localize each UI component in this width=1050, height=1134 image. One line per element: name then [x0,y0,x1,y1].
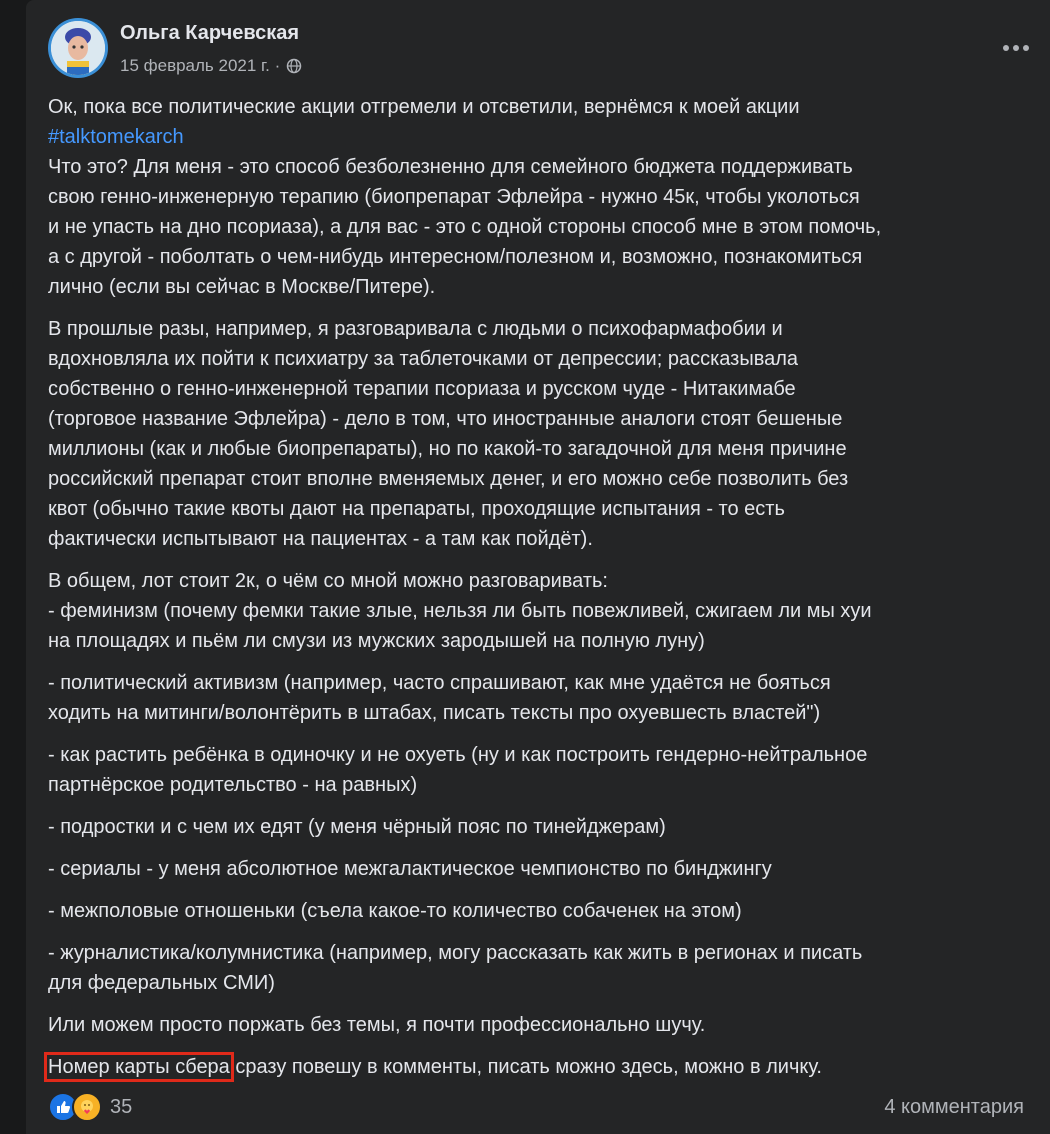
post-text-line: Или можем просто поржать без темы, я почти профессионально шучу. [48,1014,706,1036]
post-text-line: - сериалы - у меня абсолютное межгалактическое чемпионство по бинджингу [48,858,772,880]
post-text-line: В общем, лот стоит 2к, о чём со мной можно разговаривать: [48,570,608,592]
post-text-line: на площадях и пьём ли смузи из мужских зародышей на полную луну) [48,630,705,652]
post-paragraph [48,1052,1033,1082]
post-text-line: В прошлые разы, например, я разговаривала с людьми о психофармафобии и [48,318,783,340]
post-text-line: собственно о генно-инженерной терапии псориаза и русском чуде - Нитакимабе [48,378,796,400]
post-text-line: партнёрское родительство - на равных) [48,774,418,796]
globe-icon [286,58,302,74]
dot-icon [1023,45,1029,51]
care-icon [72,1092,102,1122]
author-avatar[interactable] [48,18,108,78]
post-paragraph [48,314,1033,554]
post-paragraph [48,1010,1033,1040]
post-text-line: вдохновляла их пойти к психиатру за таблеточками от депрессии; рассказывала [48,348,799,370]
post-text-line: и не упасть на дно псориаза), а для вас - это с одной стороны способ мне в этом помочь, [48,216,882,238]
post-text-line: - как растить ребёнка в одиночку и не охуеть (ну и как построить гендерно-нейтральное [48,744,868,766]
post-text-line: лично (если вы сейчас в Москве/Питере). [48,276,436,298]
post-text-line: - политический активизм (например, часто спрашивают, как мне удаётся не бояться [48,672,831,694]
dot-icon [1003,45,1009,51]
post-text-line: а с другой - поболтать о чем-нибудь интересном/полезном и, возможно, познакомиться [48,246,863,268]
post-text-line: Ок, пока все политические акции отгремели и отсветили, вернёмся к моей акции [48,96,800,118]
post-text-line: - межполовые отношеньки (съела какое-то количество собаченек на этом) [48,900,742,922]
post-paragraph [48,938,1033,998]
author-name[interactable]: Ольга Карчевская [120,22,300,44]
post-text-line: Что это? Для меня - это способ безболезненно для семейного бюджета поддерживать [48,156,853,178]
post-paragraph [48,740,1033,800]
post-footer [48,1090,1024,1124]
post-paragraph [48,896,1033,926]
post-paragraph [48,854,1033,884]
post-text-line: квот (обычно такие квоты дают на препараты, проходящие испытания - то есть [48,498,785,520]
dot-icon [1013,45,1019,51]
post-date[interactable]: 15 февраль 2021 г. · [120,56,281,75]
post-text-line: - феминизм (почему фемки такие злые, нельзя ли быть повежливей, сжигаем ли мы хуи [48,600,872,622]
reaction-count: 35 [110,1095,133,1118]
post-text-line: сразу повешу в комменты, писать можно здесь, можно в личку. [229,1056,822,1078]
post-paragraph [48,668,1033,728]
post-text-line: (торговое название Эфлейра) - дело в том, что иностранные аналоги стоят бешеные [48,408,843,430]
avatar-portrait-icon [51,21,105,75]
avatar-photo [51,21,105,75]
more-options-button[interactable] [998,34,1034,62]
post-text [48,92,1033,1094]
post-text-line: миллионы (как и любые биопрепараты), но по какой-то загадочной для меня причине [48,438,847,460]
highlighted-phrase: Номер карты сбера [48,1056,230,1078]
post-text-line: свою генно-инженерную терапию (биопрепарат Эфлейра - нужно 45к, чтобы уколоться [48,186,860,208]
post-paragraph [48,566,1033,656]
post-text-line: фактически испытывают на пациентах - а там как пойдёт). [48,528,593,550]
post-text-line: - подростки и с чем их едят (у меня чёрный пояс по тинейджерам) [48,816,666,838]
post-text-line: - журналистика/колумнистика (например, могу рассказать как жить в регионах и писать [48,942,863,964]
post-text-line: российский препарат стоит вполне вменяемых денег, и его можно себе позволить без [48,468,849,490]
post-card [26,0,1050,1134]
comments-count-link[interactable]: 4 комментария [884,1095,1024,1118]
post-meta [120,56,302,76]
hashtag-link[interactable]: #talktomekarch [48,126,184,148]
post-text-line: для федеральных СМИ) [48,972,275,994]
post-text-line: ходить на митинги/волонтёрить в штабах, писать тексты про охуевшесть властей") [48,702,821,724]
post-paragraph [48,812,1033,842]
post-paragraph [48,92,1033,302]
reactions-summary[interactable] [48,1092,132,1122]
